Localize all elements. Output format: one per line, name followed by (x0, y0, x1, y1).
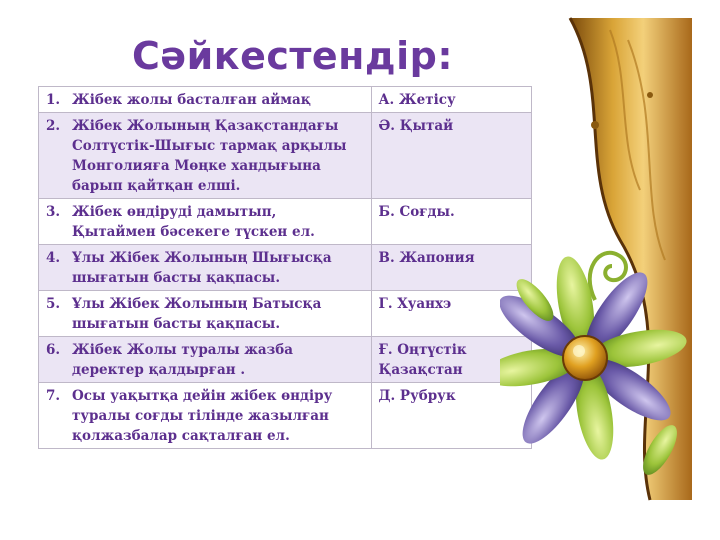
question-number: 4. (46, 250, 61, 266)
table-row (39, 87, 532, 113)
table-row (39, 113, 532, 199)
answer-cell: Д. Рубрук (371, 383, 531, 449)
question-text: Осы уақытқа дейін жібек өндіру туралы соғды тілінде жазылған қолжазбалар сақталған ел. (72, 388, 333, 444)
question-cell (39, 337, 372, 383)
table-row (39, 199, 532, 245)
answer-cell: Ғ. Оңтүстік Қазақстан (371, 337, 531, 383)
table-row (39, 337, 532, 383)
answer-cell: А. Жетісу (371, 87, 531, 113)
question-text: Жібек жолы басталған аймақ (72, 92, 311, 108)
table-row (39, 245, 532, 291)
table-row (39, 291, 532, 337)
answer-cell: Г. Хуанхэ (371, 291, 531, 337)
question-cell (39, 87, 372, 113)
question-number: 5. (46, 296, 61, 312)
question-cell (39, 113, 372, 199)
matching-table (38, 86, 532, 449)
question-cell (39, 245, 372, 291)
slide-title: Сәйкестендір: (132, 34, 454, 78)
table-row (39, 383, 532, 449)
question-number: 3. (46, 204, 61, 220)
question-text: Жібек Жолы туралы жазба деректер қалдырған . (72, 342, 294, 378)
answer-cell: Б. Соғды. (371, 199, 531, 245)
question-number: 2. (46, 118, 61, 134)
question-text: Ұлы Жібек Жолының Шығысқа шығатын басты қақпасы. (72, 250, 332, 286)
question-cell (39, 383, 372, 449)
answer-cell: В. Жапония (371, 245, 531, 291)
question-text: Жібек өндіруді дамытып, Қытаймен бәсекеге түскен ел. (72, 204, 315, 240)
question-number: 7. (46, 388, 61, 404)
flower-ornament-icon (500, 0, 720, 540)
question-cell (39, 291, 372, 337)
answer-cell: Ә. Қытай (371, 113, 531, 199)
question-number: 6. (46, 342, 61, 358)
question-cell (39, 199, 372, 245)
question-text: Жібек Жолының Қазақстандағы Солтүстік-Шығыс тармақ арқылы Монголияға Мөңке хандығына барып қайтқан елші. (72, 118, 347, 194)
question-text: Ұлы Жібек Жолының Батысқа шығатын басты қақпасы. (72, 296, 322, 332)
question-number: 1. (46, 92, 61, 108)
